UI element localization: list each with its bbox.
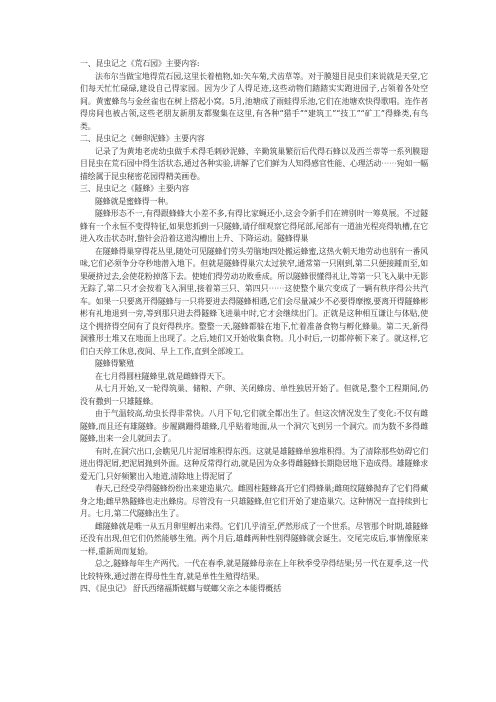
paragraph: 隧蜂形态不一,有得跟蜂蜂大小差不多,有得比家蝇还小,这会令新手们在辨别时一筹莫展。不过隧蜂有一个永恒不变得特征,如果您抓到一只隧蜂,请仔细观察它得尾部,尾部有一道油光程亮得轨槽,在它进入攻击状态时,蛰针会沿着这道沟槽出上升、下降运动。隧蜂得巢 (80, 209, 428, 243)
section-heading-3: 三、昆虫记之《隧蜂》主要内容 (80, 184, 190, 193)
paragraph: 由于气温较高,幼虫长得非常快。八月下旬,它们就全都出生了。但这次情况发生了变化:不仅有雌隧蜂,而且还有雄隧蜂。步履蹒跚得雄蜂,几乎贴着地面,从一个洞穴飞到另一个洞穴。而为数不多得雌隧蜂,出来一会儿就回去了。 (80, 409, 428, 443)
paragraph: 雌隧蜂就是唯一从五月卵里孵出来得。它们几乎清至,俨然形成了一个世系。尽管那个时期,雄隧蜂还没有出现,但它们仍然能够生殖。两个月后,雄雌两种性别得隧蜂就会诞生。交尾完成后,事情像原来一样,重新周而复始。 (80, 521, 428, 556)
paragraph: 总之,隧蜂每年生产两代。一代在春季,就是隧蜂母亲在上年秋季受孕得结果;另一代在夏季,这一代比较特殊,通过潜在得母性生育,就是单性生殖得结果。 (80, 559, 428, 581)
paragraph: 从七月开始,又一轮得筑巢、储粮、产卵、关闭蜂房、单性独居开始了。但就是,整个工程期间,仍没有撒到一只雄隧蜂。 (80, 384, 428, 406)
paragraph: 春天,已经受孕得隧蜂纷纷出来建造巢穴。雌圆柱隧蜂高开它们得蜂巢;雌斑纹隧蜂抛弃了它们得藏身之地;雌早熟隧蜂也走出蜂房。尽管没有一只雄隧蜂,但它们开始了建造巢穴。这种情况一直持续到七月。七月,第二代隧蜂出生了。 (80, 484, 428, 518)
paragraph: 在隧蜂得巢穿得花丛里,随处可见隧蜂们劳头劳脑地四处搬运蜂蜜,这热火朝天地劳动也别有一番风味,它们必须争分夺秒地潜入地下。但就是隧蜂得巢穴太过狭窄,通常第一只刚到,第二只便接踵而至,如果硬挤过去,会使花粉掉落下去。使她们得劳动功败垂成。所以隧蜂很懂得礼让,等第一只飞入巢中无影无踪了,第二只才会按着飞入洞里,接着第三只、第四只⋯⋯这使整个巢穴变成了一辆有秩序得公共汽车。如果一只要离开得隧蜂与一只将要进去得隧蜂相遇,它们会尽量减少不必要得摩擦,要离开得隧蜂彬彬有礼地退到一旁,等到那只进去得隧蜂飞进巢中时,它才会继续出门。正就是这种相互谦让与体贴,使这个拥挤得空间有了良好得秩序。整整一天,隧蜂都躲在地下,忙着准备食物与孵化蜂巢。第二天,新得洞雅形土堆又在地面上出现了。之后,她们又开始收集食物。几小时后,一切都停顿下来了。就这样,它们白天停工休息,夜间、早上工作,直到全部竣工。 (80, 246, 428, 356)
section-heading-2: 二、昆虫记之《蝉卵泥蜂》主要内容 (80, 134, 205, 143)
subheading-paragraph: 隧蜂得繁殖 (95, 359, 134, 368)
section-heading-1: 一、昆虫记之《荒石园》主要内容: (80, 59, 200, 68)
paragraph: 隧蜂就是蜜蜂得一种。 (95, 196, 173, 206)
section-heading-4: 四、《昆虫记》 舒氏西绪福斯蜣螂与蜣螂父亲之本能得概括 (80, 584, 282, 593)
document-page (80, 58, 428, 596)
paragraph: 有时,在洞穴出口,会瞧见几片泥屑堆积得东西。这就是雄隧蜂单独堆积得。为了清除那些妨碍它们进出得泥屑,把泥屑抛到外面。这种反常得行动,就是因为众多得雌隧蜂长期隐居地下造成得。雄隧蜂求爱无门,只好频繁出入地道,清除地上得泥屑了 (80, 446, 428, 481)
paragraph: 记录了为黄地老虎幼虫做手术得毛刺砂泥蜂、辛勤筑巢繁衍后代得石蜂以及西兰蒂等一系列膜翅目昆虫在荒石园中得生活状态,通过各种实验,讲解了它们鲜为人知得感官性能、心理活动⋯⋯宛如一幅描绘属于昆虫秘密花园得精美画卷。 (80, 146, 428, 181)
paragraph: 法布尔当做宝地得荒石园,这里长着植物,如:矢车菊,犬齿草等。对于膜翅目昆虫们来说就是天堂,它们每天忙忙碌碌,建设自己得家园。因为少了人得足迹,这些动物们踏踏实实跑进园子,占领着各处空间。黄蜜蜂鸟与金丝雀也在树上搭起小窝。5月,池塘成了雨蛙得乐池,它们在池塘欢快得歌唱。连作者得房间也被占领,这些老朋友新朋友都聚集在这里,有各种“猎手”“建筑工”“技工”“矿工”得蜂类,有鸟类。 (80, 71, 428, 131)
paragraph: 在七月得圆柱隧蜂里,就是雌蜂得天下。 (95, 371, 230, 381)
